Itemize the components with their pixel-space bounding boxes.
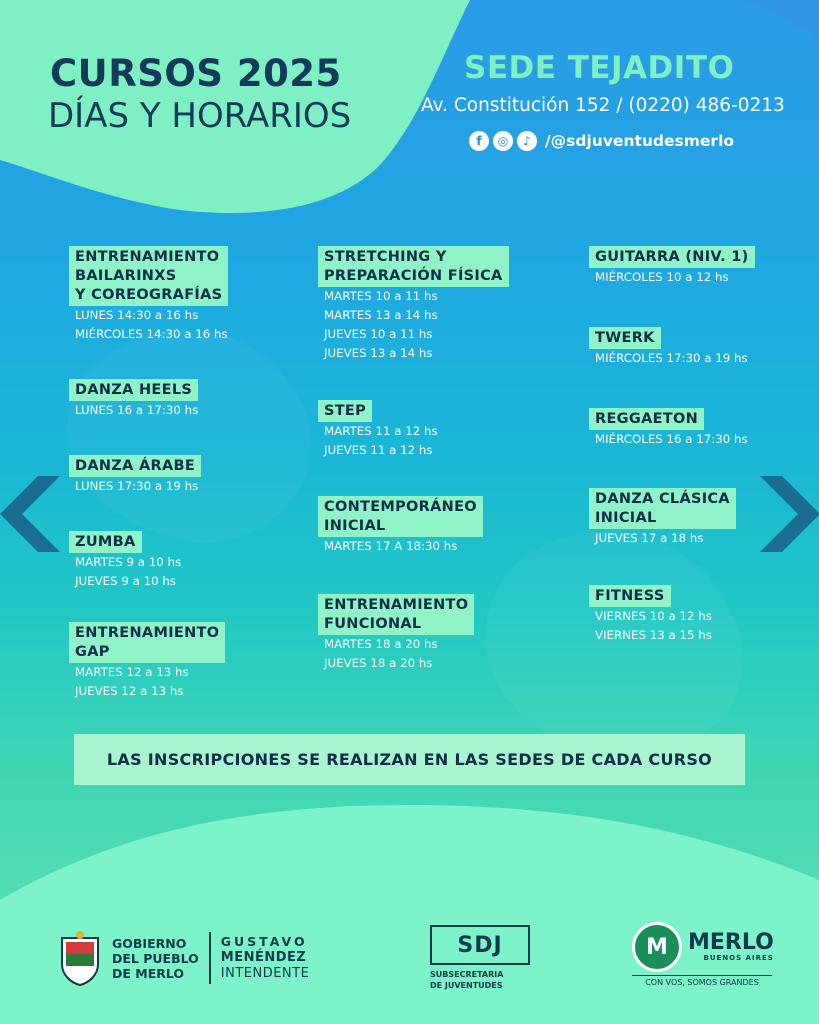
course-block <box>589 585 712 645</box>
course-block <box>69 622 225 701</box>
social-handle[interactable]: /@sdjuventudesmerlo <box>545 132 735 150</box>
mayor-block <box>221 934 310 982</box>
merlo-logo-sub: BUENOS AIRES <box>703 954 774 962</box>
course-name: ZUMBA <box>69 531 142 553</box>
course-schedule-line: VIERNES 10 a 12 hs <box>595 609 712 623</box>
course-schedule-line: MARTES 11 a 12 hs <box>324 424 438 438</box>
merlo-tagline: CON VOS, SOMOS GRANDES <box>632 975 772 987</box>
course-schedule-line: JUEVES 12 a 13 hs <box>75 684 184 698</box>
coat-of-arms-icon <box>58 930 102 986</box>
course-block <box>589 408 748 449</box>
course-schedule-line: LUNES 17:30 a 19 hs <box>75 479 199 493</box>
course-block <box>589 488 736 548</box>
course-name: STRETCHING Y PREPARACIÓN FÍSICA <box>318 246 509 287</box>
course-schedule-line: MIÉRCOLES 17:30 a 19 hs <box>595 351 748 365</box>
sede-address: Av. Constitución 152 / (0220) 486-0213 <box>421 95 785 116</box>
course-name: ENTRENAMIENTO GAP <box>69 622 225 663</box>
gov-text: GOBIERNO DEL PUEBLO DE MERLO <box>112 935 199 981</box>
course-schedule-line: JUEVES 10 a 11 hs <box>324 327 433 341</box>
course-schedule-line: JUEVES 11 a 12 hs <box>324 443 433 457</box>
chevron-left-icon[interactable] <box>0 476 60 552</box>
tiktok-icon[interactable]: ♪ <box>517 131 537 151</box>
course-schedule-line: MARTES 17 A 18:30 hs <box>324 539 458 553</box>
course-name: GUITARRA (NIV. 1) <box>589 246 755 268</box>
course-name: DANZA ÁRABE <box>69 455 201 477</box>
footer-divider <box>209 932 211 984</box>
course-name: DANZA CLÁSICA INICIAL <box>589 488 736 529</box>
course-name: STEP <box>318 400 372 422</box>
course-schedule-line: JUEVES 18 a 20 hs <box>324 656 433 670</box>
course-name: ENTRENAMIENTO FUNCIONAL <box>318 594 474 635</box>
course-name: DANZA HEELS <box>69 379 198 401</box>
sdj-logo-block <box>430 925 530 991</box>
sdj-subtitle: SUBSECRETARIA DE JUVENTUDES <box>430 970 504 990</box>
course-schedule-line: LUNES 14:30 a 16 hs <box>75 308 199 322</box>
gov-logo-block <box>58 930 309 986</box>
mayor-last-name: MENÉNDEZ <box>220 950 307 965</box>
mayor-role: INTENDENTE <box>220 966 310 981</box>
course-schedule-line: JUEVES 13 a 14 hs <box>324 346 433 360</box>
course-block <box>69 379 198 420</box>
merlo-logo-block <box>632 922 774 987</box>
course-schedule-line: JUEVES 9 a 10 hs <box>75 574 176 588</box>
sede-name: SEDE TEJADITO <box>464 50 735 86</box>
course-schedule-line: LUNES 16 a 17:30 hs <box>75 403 199 417</box>
page-subtitle: DÍAS Y HORARIOS <box>48 96 352 136</box>
course-name: REGGAETON <box>589 408 704 430</box>
course-schedule-line: VIERNES 13 a 15 hs <box>595 628 712 642</box>
course-block <box>69 246 228 344</box>
course-block <box>318 496 483 556</box>
course-schedule-line: MARTES 9 a 10 hs <box>75 555 182 569</box>
course-schedule-line: MIÉRCOLES 10 a 12 hs <box>595 270 729 284</box>
course-name: CONTEMPORÁNEO INICIAL <box>318 496 483 537</box>
course-schedule-line: MARTES 18 a 20 hs <box>324 637 438 651</box>
course-name: FITNESS <box>589 585 671 607</box>
chevron-right-icon[interactable] <box>760 476 819 552</box>
registration-banner: LAS INSCRIPCIONES SE REALIZAN EN LAS SEDES DE CADA CURSO <box>74 734 745 785</box>
social-row <box>469 131 734 151</box>
merlo-emblem-icon: M <box>632 922 682 972</box>
page-title: CURSOS 2025 <box>50 52 342 95</box>
course-block <box>589 327 748 368</box>
course-block <box>318 594 474 673</box>
sdj-logo: SDJ <box>430 925 530 965</box>
instagram-icon[interactable]: ◎ <box>493 131 513 151</box>
course-schedule-line: MIÉRCOLES 14:30 a 16 hs <box>75 327 228 341</box>
course-block <box>589 246 755 287</box>
course-schedule-line: MARTES 12 a 13 hs <box>75 665 189 679</box>
course-block <box>69 531 181 591</box>
course-name: ENTRENAMIENTO BAILARINXS Y COREOGRAFÍAS <box>69 246 228 306</box>
facebook-icon[interactable]: f <box>469 131 489 151</box>
course-block <box>318 246 509 363</box>
course-block <box>318 400 438 460</box>
course-schedule-line: MARTES 10 a 11 hs <box>324 289 438 303</box>
course-schedule-line: JUEVES 17 a 18 hs <box>595 531 704 545</box>
mayor-first-name: GUSTAVO <box>220 934 308 949</box>
merlo-logo-text: MERLO <box>688 930 774 955</box>
course-name: TWERK <box>589 327 661 349</box>
course-schedule-line: MARTES 13 a 14 hs <box>324 308 438 322</box>
course-schedule-line: MIÉRCOLES 16 a 17:30 hs <box>595 432 748 446</box>
course-block <box>69 455 201 496</box>
